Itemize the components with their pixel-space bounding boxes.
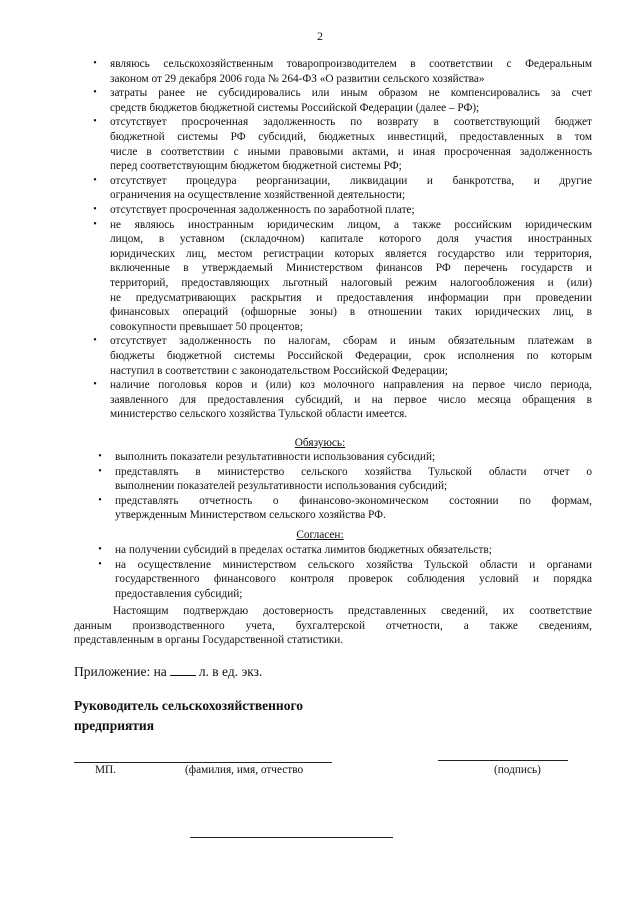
bullet-line: бюджетной системы РФ субсидий, бюджетных инвестиций, предоставленных в том bbox=[110, 131, 592, 143]
bullet-line: средств бюджетов бюджетной системы Российской Федерации (далее – РФ); bbox=[110, 101, 480, 114]
stamp-label: МП. bbox=[95, 764, 117, 776]
bullet-line: предоставления субсидий; bbox=[115, 587, 243, 600]
bullet-line: включенные в утверждаемый Министерством финансов РФ перечень государств и bbox=[110, 262, 592, 275]
bullet-line: утвержденным Министерством сельского хозяйства РФ. bbox=[115, 509, 386, 522]
bullet-line: выполнении показателей результативности использования субсидий; bbox=[115, 480, 448, 493]
head-title-line-2: предприятия bbox=[74, 718, 155, 733]
bullet-icon: • bbox=[93, 379, 97, 391]
page-number: 2 bbox=[317, 29, 323, 43]
bullet-line: перед соответствующим бюджетом бюджетной системы РФ; bbox=[110, 160, 402, 173]
bullet-line: отсутствует просроченная задолженность по заработной плате; bbox=[110, 204, 415, 216]
sign-caption: (подпись) bbox=[494, 764, 541, 776]
bottom-line bbox=[190, 837, 393, 838]
confirmation-line: данным производственного учета, бухгалтерской отчетности, а также сведениям, bbox=[74, 619, 592, 632]
bullet-line: наступил в соответствии с законодательством Российской Федерации; bbox=[110, 364, 448, 377]
bullet-line: представлять в министерство сельского хозяйства Тульской области отчет о bbox=[115, 465, 592, 478]
name-caption: (фамилия, имя, отчество bbox=[185, 764, 304, 776]
bullet-line: затраты ранее не субсидировались или иным образом не компенсировались за счет bbox=[110, 87, 592, 100]
bullet-line: бюджеты бюджетной системы Российской Федерации, срок исполнения по которым bbox=[110, 350, 592, 362]
bullet-icon: • bbox=[93, 87, 97, 99]
bullet-icon: • bbox=[98, 451, 102, 462]
bullet-line: финансовых операций (офшорные зоны) в отношении таких юридических лиц, в bbox=[110, 306, 592, 319]
signature-line bbox=[438, 760, 568, 761]
bullet-icon: • bbox=[98, 465, 102, 477]
bullet-line: ограничения на осуществление хозяйственной деятельности; bbox=[110, 189, 406, 202]
bullet-line: представлять отчетность о финансово-экономическом состоянии по формам, bbox=[115, 494, 592, 507]
bullet-line: не являюсь иностранным юридическим лицом, а также российским юридическим bbox=[110, 218, 592, 231]
attachment-sheets-blank bbox=[170, 663, 196, 676]
bullet-line: являюсь сельскохозяйственным товаропроизводителем в соответствии с Федеральным bbox=[110, 58, 592, 70]
bullet-line: законом от 29 декабря 2006 года № 264-ФЗ «О развитии сельского хозяйства» bbox=[110, 72, 485, 85]
bullet-line: выполнить показатели результативности использования субсидий; bbox=[115, 451, 436, 463]
bullet-icon: • bbox=[93, 58, 97, 69]
bullet-line: не предусматривающих раскрытия и предоставления информации при проведении bbox=[110, 291, 592, 304]
bullet-line: числе в соответствии с иными правовыми актами, и иная просроченная задолженность bbox=[110, 145, 592, 158]
bullet-icon: • bbox=[93, 116, 97, 128]
bullet-line: отсутствует просроченная задолженность по возврату в соответствующий бюджет bbox=[110, 116, 592, 129]
bullet-line: территорий, предоставляющих льготный налоговый режим налогообложения и (или) bbox=[110, 277, 592, 289]
attachment-prefix: Приложение: на bbox=[74, 664, 167, 679]
bullet-icon: • bbox=[98, 544, 102, 555]
confirmation-line: Настоящим подтверждаю достоверность представленных сведений, их соответствие bbox=[113, 605, 592, 617]
bullet-icon: • bbox=[93, 335, 97, 347]
bullet-line: юридических лиц, местом регистрации которых является государство или территория, bbox=[110, 247, 592, 260]
confirmation-line: представленным в органы Государственной статистики. bbox=[74, 634, 344, 647]
bullet-line: отсутствует задолженность по налогам, сборам и иным обязательным платежам в bbox=[110, 335, 592, 348]
bullet-icon: • bbox=[98, 558, 102, 570]
bullet-line: наличие поголовья коров и (или) коз молочного направления на первое число периода, bbox=[110, 379, 592, 392]
bullet-line: отсутствует процедура реорганизации, ликвидации и банкротства, и другие bbox=[110, 174, 592, 187]
bullet-icon: • bbox=[98, 494, 102, 506]
consent-heading: Согласен: bbox=[296, 529, 344, 541]
bullet-line: министерство сельского хозяйства Тульской области имеется. bbox=[110, 408, 408, 421]
bullet-icon: • bbox=[93, 204, 97, 215]
attachment-suffix: л. в ед. экз. bbox=[198, 664, 263, 679]
bullet-line: лицом, в уставном (складочном) капитале которого доля участия иностранных bbox=[110, 233, 592, 246]
bullet-icon: • bbox=[93, 174, 97, 186]
attachment-line bbox=[74, 663, 262, 680]
head-title-line-1: Руководитель сельскохозяйственного bbox=[74, 698, 304, 713]
bullet-line: заявленного для предоставления субсидий, и на первое число месяца обращения в bbox=[110, 393, 592, 406]
bullet-icon: • bbox=[93, 218, 97, 230]
bullet-line: государственного финансового контроля проверок соблюдения условий и порядка bbox=[115, 573, 592, 586]
obligations-heading: Обязуюсь: bbox=[294, 437, 346, 449]
bullet-line: на осуществление министерством сельского хозяйства Тульской области и органами bbox=[115, 558, 592, 571]
bullet-line: на получении субсидий в пределах остатка лимитов бюджетных обязательств; bbox=[115, 544, 492, 556]
bullet-line: совокупности превышает 50 процентов; bbox=[110, 320, 303, 333]
